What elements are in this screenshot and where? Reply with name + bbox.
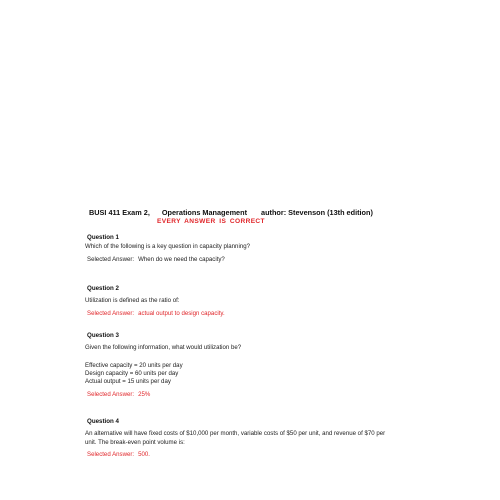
answer-value: 500.	[138, 451, 150, 458]
question-2-title: Question 2	[87, 285, 119, 292]
question-3-title: Question 3	[87, 332, 119, 339]
question-1-text: Which of the following is a key question in capacity planning?	[85, 243, 250, 250]
author-credit: author: Stevenson (13th edition)	[261, 208, 373, 217]
subject-title: Operations Management	[161, 208, 248, 217]
document-header	[89, 208, 373, 217]
given-effective-capacity: Effective capacity = 20 units per day	[85, 362, 183, 369]
correct-answers-notice: EVERY ANSWER IS CORRECT	[157, 218, 265, 225]
question-4-answer	[87, 451, 150, 458]
question-1-answer	[87, 256, 225, 263]
question-3-text: Given the following information, what would utilization be?	[85, 344, 242, 351]
answer-label: Selected Answer:	[87, 256, 135, 263]
answer-value: When do we need the capacity?	[138, 256, 225, 263]
answer-label: Selected Answer:	[87, 451, 135, 458]
question-4-text-line-1: An alternative will have fixed costs of $10,000 per month, variable costs of $50 per unit, and revenue of $70 per	[85, 430, 386, 437]
question-1-title: Question 1	[87, 234, 119, 241]
question-4-title: Question 4	[87, 418, 119, 425]
given-design-capacity: Design capacity = 60 units per day	[85, 370, 179, 377]
answer-label: Selected Answer:	[87, 310, 135, 317]
answer-label: Selected Answer:	[87, 391, 135, 398]
answer-value: 25%	[138, 391, 151, 398]
question-3-answer	[87, 391, 150, 398]
given-actual-output: Actual output = 15 units per day	[85, 378, 171, 385]
question-2-answer	[87, 310, 225, 317]
question-2-text: Utilization is defined as the ratio of:	[85, 297, 180, 304]
course-title: BUSI 411 Exam 2,	[89, 208, 150, 217]
answer-value: actual output to design capacity.	[138, 310, 225, 317]
question-4-text-line-2: unit. The break-even point volume is:	[85, 439, 185, 446]
